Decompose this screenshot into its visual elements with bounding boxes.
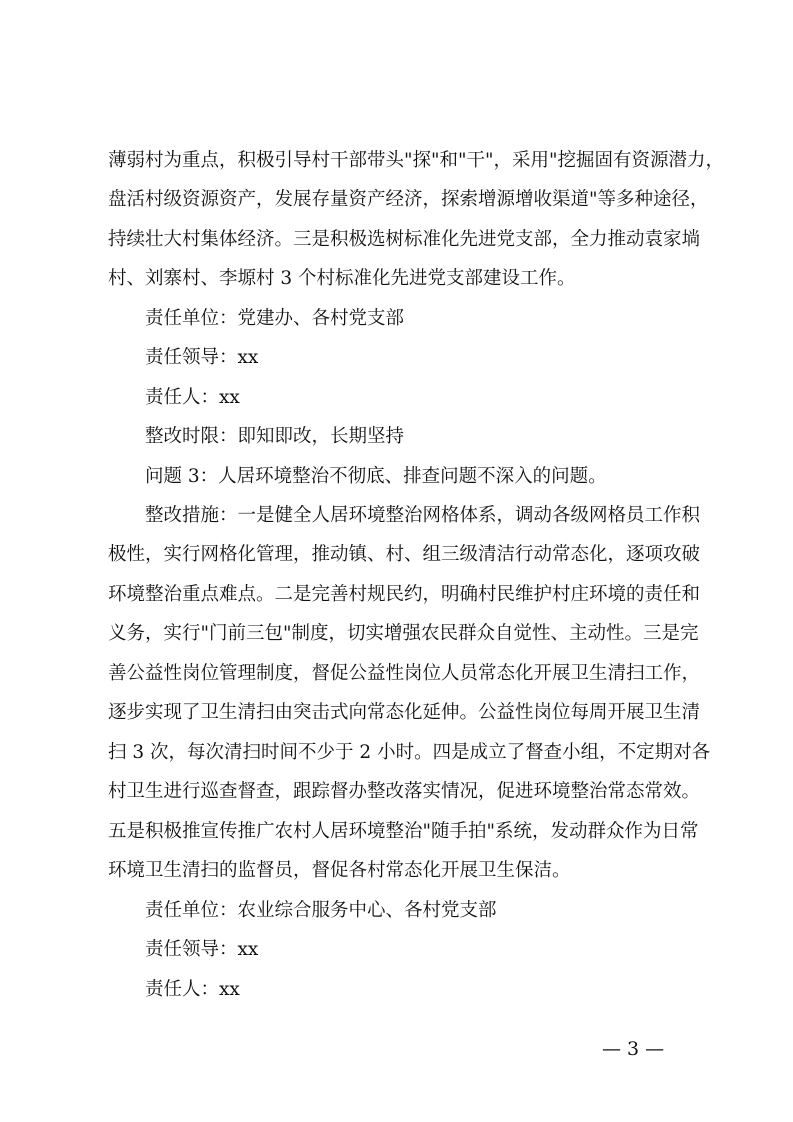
issue-heading: 问题 3：人居环境整治不彻底、排查问题不深入的问题。	[145, 466, 607, 487]
responsible-unit: 责任单位：党建办、各村党支部	[145, 308, 405, 329]
paragraph-line: 环境整治重点难点。二是完善村规民约，明确村民维护村庄环境的责任和	[108, 584, 701, 605]
paragraph-line: 村、刘寨村、李塬村 3 个村标准化先进党支部建设工作。	[108, 268, 576, 289]
paragraph-line: 盘活村级资源资产，发展存量资产经济，探索增源增收渠道"等多种途径，	[108, 189, 709, 210]
rectification-measures: 整改措施：一是健全人居环境整治网格体系，调动各级网格员工作积	[145, 505, 701, 526]
responsible-leader: 责任领导：xx	[145, 347, 259, 368]
paragraph-line: 村卫生进行巡查督查，跟踪督办整改落实情况，促进环境整治常态常效。	[108, 781, 701, 802]
rectification-deadline: 整改时限：即知即改，长期坚持	[145, 426, 405, 447]
paragraph-line: 环境卫生清扫的监督员，督促各村常态化开展卫生保洁。	[108, 860, 571, 881]
paragraph-line: 善公益性岗位管理制度，督促公益性岗位人员常态化开展卫生清扫工作，	[108, 663, 701, 684]
responsible-leader: 责任领导：xx	[145, 939, 259, 960]
paragraph-line: 义务，实行"门前三包"制度，切实增强农民群众自觉性、主动性。三是完	[108, 623, 699, 644]
paragraph-line: 扫 3 次，每次清扫时间不少于 2 小时。四是成立了督查小组，不定期对各	[108, 742, 711, 763]
paragraph-line: 持续壮大村集体经济。三是积极选树标准化先进党支部，全力推动袁家埫	[108, 229, 701, 250]
paragraph-line: 五是积极推宣传推广农村人居环境整治"随手拍"系统，发动群众作为日常	[108, 821, 699, 842]
paragraph-line: 薄弱村为重点，积极引导村干部带头"探"和"干"，采用"挖掘固有资源潜力，	[108, 150, 725, 171]
paragraph-line: 极性，实行网格化管理，推动镇、村、组三级清洁行动常态化，逐项攻破	[108, 544, 701, 565]
responsible-person: 责任人：xx	[145, 387, 240, 408]
page-number: — 3 —	[602, 1038, 665, 1060]
responsible-unit: 责任单位：农业综合服务中心、各村党支部	[145, 900, 497, 921]
responsible-person: 责任人：xx	[145, 979, 240, 1000]
paragraph-line: 逐步实现了卫生清扫由突击式向常态化延伸。公益性岗位每周开展卫生清	[108, 702, 701, 723]
